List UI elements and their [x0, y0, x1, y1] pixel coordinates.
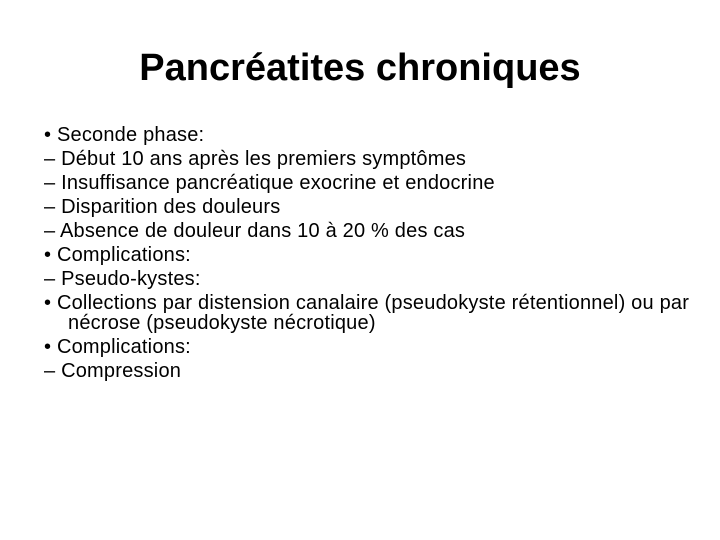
bullet-line-wrapped: • Collections par distension canalaire (pseudokyste rétentionnel) ou par nécrose (pseudokyste nécrotique): [44, 292, 690, 334]
bullet-line: • Complications:: [44, 244, 191, 266]
dash-line: – Début 10 ans après les premiers symptômes: [44, 148, 467, 170]
dash-line: – Disparition des douleurs: [44, 196, 281, 218]
bullet-line: • Seconde phase:: [44, 124, 205, 146]
dash-line: – Compression: [44, 360, 182, 382]
slide-body: [44, 123, 694, 383]
dash-line: – Absence de douleur dans 10 à 20 % des cas: [44, 220, 466, 242]
slide-title: Pancréatites chroniques: [139, 47, 581, 89]
dash-line: – Pseudo-kystes:: [44, 268, 201, 290]
bullet-line: • Complications:: [44, 336, 191, 358]
dash-line: – Insuffisance pancréatique exocrine et endocrine: [44, 172, 495, 194]
